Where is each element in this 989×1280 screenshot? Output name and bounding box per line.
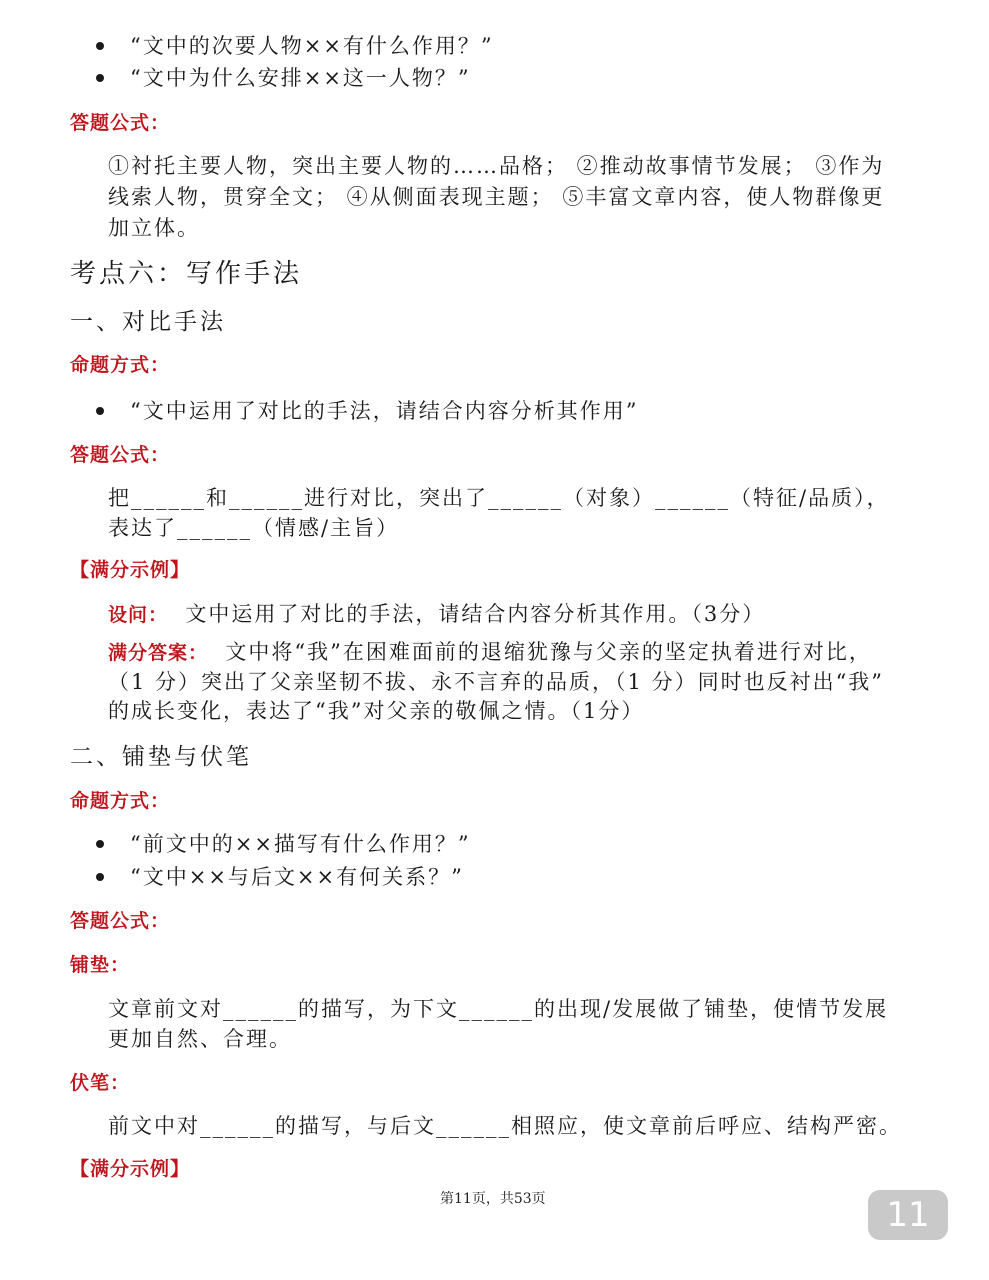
page-footer: 第11页，共53页: [440, 1191, 546, 1207]
example-label: 【满分示例】: [70, 559, 191, 581]
subsection-title: 一、对比手法: [70, 309, 226, 335]
example-answer-line: 满分答案： 文中将“我”在困难面前的退缩犹豫与父亲的坚定执着进行对比，: [108, 640, 872, 664]
bullet-icon: [96, 840, 104, 848]
example-question: [108, 598, 765, 628]
formula-label: 答题公式：: [70, 112, 171, 134]
bullet-icon: [96, 873, 104, 881]
section-title: 考点六：写作手法: [70, 259, 303, 289]
list-item: “前文中的××描写有什么作用？”: [96, 828, 471, 858]
list-item: “文中为什么安排××这一人物？”: [96, 62, 471, 92]
formula-text-line: 加立体。: [108, 216, 200, 240]
example-label: 【满分示例】: [70, 1158, 191, 1180]
question-type-label: 命题方式：: [70, 354, 171, 376]
list-item: “文中的次要人物××有什么作用？”: [96, 30, 494, 60]
question-type-label: 命题方式：: [70, 790, 171, 812]
formula-label: 答题公式：: [70, 910, 171, 932]
example-answer-line: 的成长变化，表达了“我”对父亲的敬佩之情。（1分）: [108, 699, 645, 723]
formula-text-line: ①衬托主要人物，突出主要人物的……品格； ②推动故事情节发展； ③作为: [108, 154, 885, 178]
pudian-text-line: 文章前文对______的描写，为下文______的出现/发展做了铺垫，使情节发展: [108, 997, 889, 1021]
example-answer-line: （1 分）突出了父亲坚韧不拔、永不言弃的品质，（1 分）同时也反衬出“我”: [108, 670, 885, 694]
example-question-text: 文中运用了对比的手法，请结合内容分析其作用。（3分）: [185, 602, 766, 626]
list-item: “文中××与后文××有何关系？”: [96, 861, 464, 891]
fubi-text: 前文中对______的描写，与后文______相照应，使文章前后呼应、结构严密。: [108, 1114, 902, 1138]
subsection-title: 二、铺垫与伏笔: [70, 744, 252, 770]
bullet-icon: [96, 74, 104, 82]
formula-text-line: 把______和______进行对比，突出了______（对象）______（特征/品质），: [108, 486, 890, 510]
fubi-label: 伏笔：: [70, 1072, 131, 1094]
list-item: “文中运用了对比的手法，请结合内容分析其作用”: [96, 395, 638, 425]
example-answer-label: 满分答案：: [108, 642, 209, 664]
pudian-text-line: 更加自然、合理。: [108, 1027, 292, 1051]
bullet-icon: [96, 407, 104, 415]
bullet-icon: [96, 42, 104, 50]
formula-label: 答题公式：: [70, 444, 171, 466]
pudian-label: 铺垫：: [70, 954, 131, 976]
example-question-label: 设问：: [108, 604, 169, 626]
formula-text-line: 表达了______（情感/主旨）: [108, 516, 400, 540]
page-number-badge: 11: [868, 1190, 948, 1240]
formula-text-line: 线索人物，贯穿全文； ④从侧面表现主题； ⑤丰富文章内容，使人物群像更: [108, 185, 885, 209]
